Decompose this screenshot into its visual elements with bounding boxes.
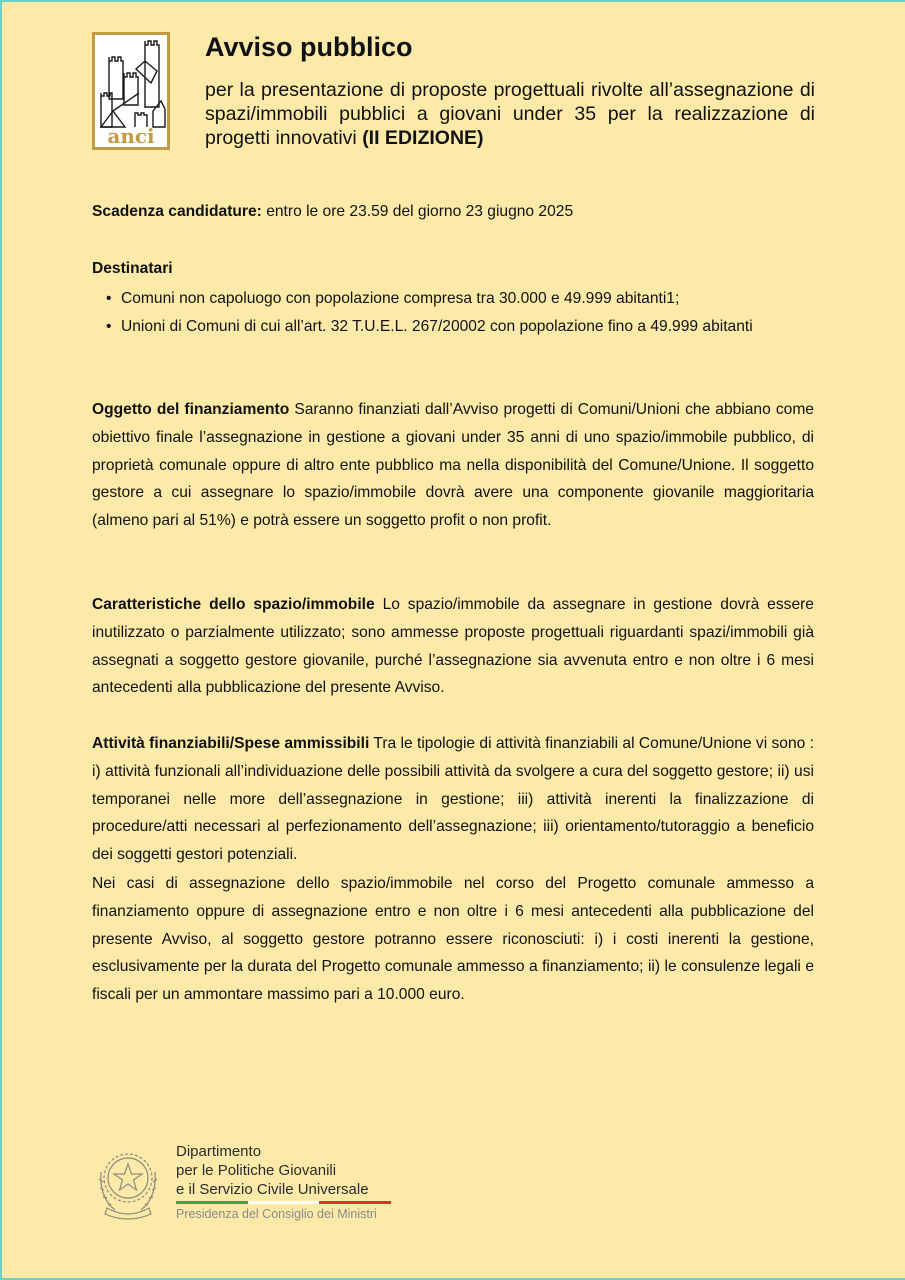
italian-republic-emblem-icon <box>93 1142 163 1222</box>
section-funding-object <box>92 396 814 535</box>
recipients-heading: Destinatari <box>92 260 173 277</box>
tricolor-green <box>176 1201 248 1204</box>
deadline-value: entro le ore 23.59 del giorno 23 giugno 2025 <box>266 203 574 220</box>
section-heading: Oggetto del finanziamento <box>92 401 290 418</box>
bullet-icon: • <box>106 290 112 307</box>
list-item <box>100 285 820 313</box>
anci-logo <box>92 32 170 150</box>
department-logo <box>176 1142 391 1221</box>
deadline-label: Scadenza candidature: <box>92 203 262 220</box>
tricolor-red <box>319 1201 391 1204</box>
section-text: Saranno finanziati dall’Avviso progetti di Comuni/Unioni che abbiano come obiettivo finale l’assegnazione in gestione a giovani under 35 anni di uno spazio/immobile pubblico, di proprietà comunale oppure di altro ente pubblico ma nella disponibilità del Comune/Unione. Il soggetto gestore a cui assegnare lo spazio/immobile dovrà avere una componente giovanile maggioritaria (almeno pari al 51%) e potrà essere un soggetto profit o non profit. <box>92 401 814 530</box>
section-heading: Attività finanziabili/Spese ammissibili <box>92 735 370 752</box>
section-text: Lo spazio/immobile da assegnare in gestione dovrà essere inutilizzato o parzialmente utilizzato; sono ammesse proposte progettuali riguardanti spazi/immobili già assegnati a soggetto gestore giovanile, purché l’assegnazione sia avvenuta entro e non oltre i 6 mesi antecedenti alla pubblicazione del presente Avviso. <box>92 596 814 697</box>
section-text: Nei casi di assegnazione dello spazio/immobile nel corso del Progetto comunale ammesso a finanziamento oppure di assegnazione entro e non oltre i 6 mesi antecedenti alla pubblicazione del presente Avviso, al soggetto gestore potranno essere riconosciuti: i) i costi inerenti la gestione, esclusivamente per la durata del Progetto comunale ammesso a finanziamento; ii) le consulenze legali e fiscali per un ammontare massimo pari a 10.000 euro. <box>92 875 814 1004</box>
tricolor-divider <box>176 1201 391 1204</box>
recipients-list <box>100 285 820 341</box>
bullet-icon: • <box>106 318 112 335</box>
page-title: Avviso pubblico <box>205 32 413 62</box>
list-item-text: Comuni non capoluogo con popolazione compresa tra 30.000 e 49.999 abitanti1; <box>121 290 680 307</box>
edition-label: (II EDIZIONE) <box>362 127 484 149</box>
list-item <box>100 313 820 341</box>
department-name-line: per le Politiche Giovanili <box>176 1162 337 1179</box>
section-text: Tra le tipologie di attività finanziabili al Comune/Unione vi sono : i) attività funzionali all’individuazione delle possibili attività da svolgere a cura del soggetto gestore; ii) usi temporanei nelle more dell’assegnazione in gestione; iii) attività inerenti la finalizzazione di procedure/atti necessari al perfezionamento dell’assegnazione; iii) orientamento/tutoraggio a beneficio dei soggetti gestori potenziali. <box>92 735 814 864</box>
section-heading: Caratteristiche dello spazio/immobile <box>92 596 375 613</box>
anci-towers-icon <box>95 35 167 147</box>
logo-text: anci <box>107 124 155 147</box>
tricolor-white <box>248 1201 320 1204</box>
presidency-label: Presidenza del Consiglio dei Ministri <box>176 1207 377 1221</box>
department-name-line: e il Servizio Civile Universale <box>176 1181 369 1198</box>
section-space-characteristics <box>92 591 814 702</box>
subtitle-text: per la presentazione di proposte progettuali rivolte all’assegnazione di spazi/immobili pubblici a giovani under 35 per la realizzazione di progetti innovativi <box>205 79 815 149</box>
page-subtitle <box>205 78 815 150</box>
deadline <box>92 203 812 221</box>
section-assignment-costs <box>92 870 814 1009</box>
list-item-text: Unioni di Comuni di cui all’art. 32 T.U.E.L. 267/20002 con popolazione fino a 49.999 abitanti <box>121 318 753 335</box>
department-name-line: Dipartimento <box>176 1143 262 1160</box>
section-eligible-activities <box>92 730 814 869</box>
